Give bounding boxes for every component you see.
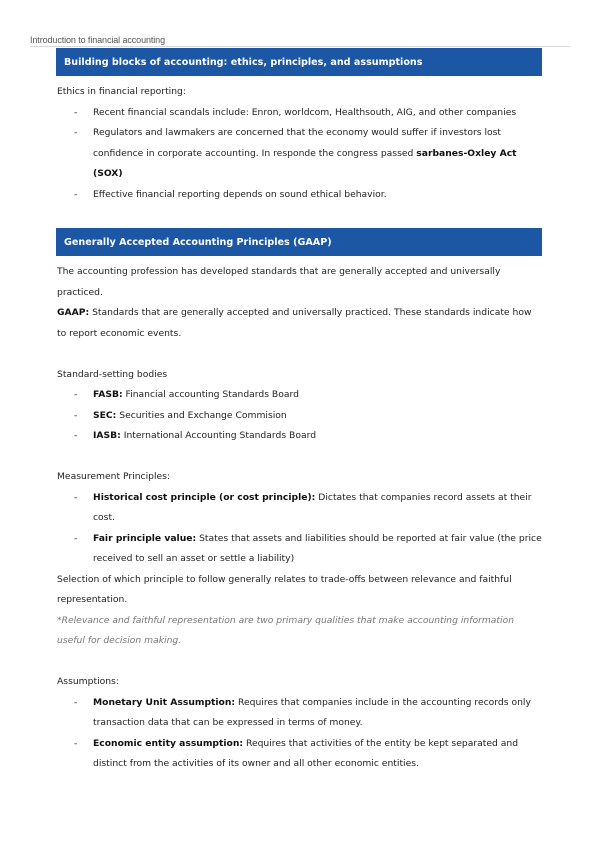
note: *Relevance and faithful representation are two primary qualities that make accounting information useful for decision making. bbox=[57, 614, 515, 646]
selection-text: Selection of which principle to follow generally relates to trade-offs between relevance and faithful representation. bbox=[57, 573, 512, 605]
list-item: - SEC: Securities and Exchange Commision bbox=[57, 406, 542, 427]
section-title: Building blocks of accounting: ethics, principles, and assumptions bbox=[64, 56, 423, 68]
list-item: - Historical cost principle (or cost principle): Dictates that companies record assets at their cost. bbox=[57, 488, 542, 529]
measurement-list bbox=[57, 488, 542, 570]
list-item: - Effective financial reporting depends on sound ethical behavior. bbox=[57, 185, 542, 206]
page-header: Introduction to financial accounting bbox=[30, 35, 165, 45]
list-item: - Recent financial scandals include: Enron, worldcom, Healthsouth, AIG, and other companies bbox=[57, 103, 542, 124]
measurement-heading: Measurement Principles: bbox=[57, 471, 171, 482]
bodies-list bbox=[57, 385, 542, 447]
assumptions-list bbox=[57, 693, 542, 775]
ethics-list bbox=[57, 103, 542, 206]
ethics-intro: Ethics in financial reporting: bbox=[57, 86, 186, 97]
assumptions-heading: Assumptions: bbox=[57, 676, 119, 687]
list-item: - IASB: International Accounting Standards Board bbox=[57, 426, 542, 447]
section-banner-gaap bbox=[56, 228, 542, 256]
list-item: - Monetary Unit Assumption: Requires that companies include in the accounting records only transaction data that can be expressed in terms of money. bbox=[57, 693, 542, 734]
gaap-intro: The accounting profession has developed standards that are generally accepted and universally practiced. bbox=[57, 266, 501, 298]
list-item: - FASB: Financial accounting Standards Board bbox=[57, 385, 542, 406]
section-banner-building-blocks bbox=[56, 48, 542, 76]
ethics-section bbox=[57, 82, 542, 205]
list-item: - Regulators and lawmakers are concerned that the economy would suffer if investors lost confidence in corporate accounting. In responde the congress passed sarbanes-Oxley Act (SOX) bbox=[57, 123, 542, 185]
bodies-heading: Standard-setting bodies bbox=[57, 368, 168, 380]
list-item: - Economic entity assumption: Requires that activities of the entity be kept separated and distinct from the activities of its owner and all other economic entities. bbox=[57, 734, 542, 775]
gaap-section bbox=[57, 262, 542, 775]
gaap-definition: GAAP: Standards that are generally accepted and universally practiced. These standards indicate how to report economic events. bbox=[57, 307, 532, 339]
section-title: Generally Accepted Accounting Principles (GAAP) bbox=[64, 236, 332, 248]
header-divider bbox=[30, 46, 570, 47]
list-item: - Fair principle value: States that assets and liabilities should be reported at fair value (the price received to sell an asset or settle a liability) bbox=[57, 529, 542, 570]
